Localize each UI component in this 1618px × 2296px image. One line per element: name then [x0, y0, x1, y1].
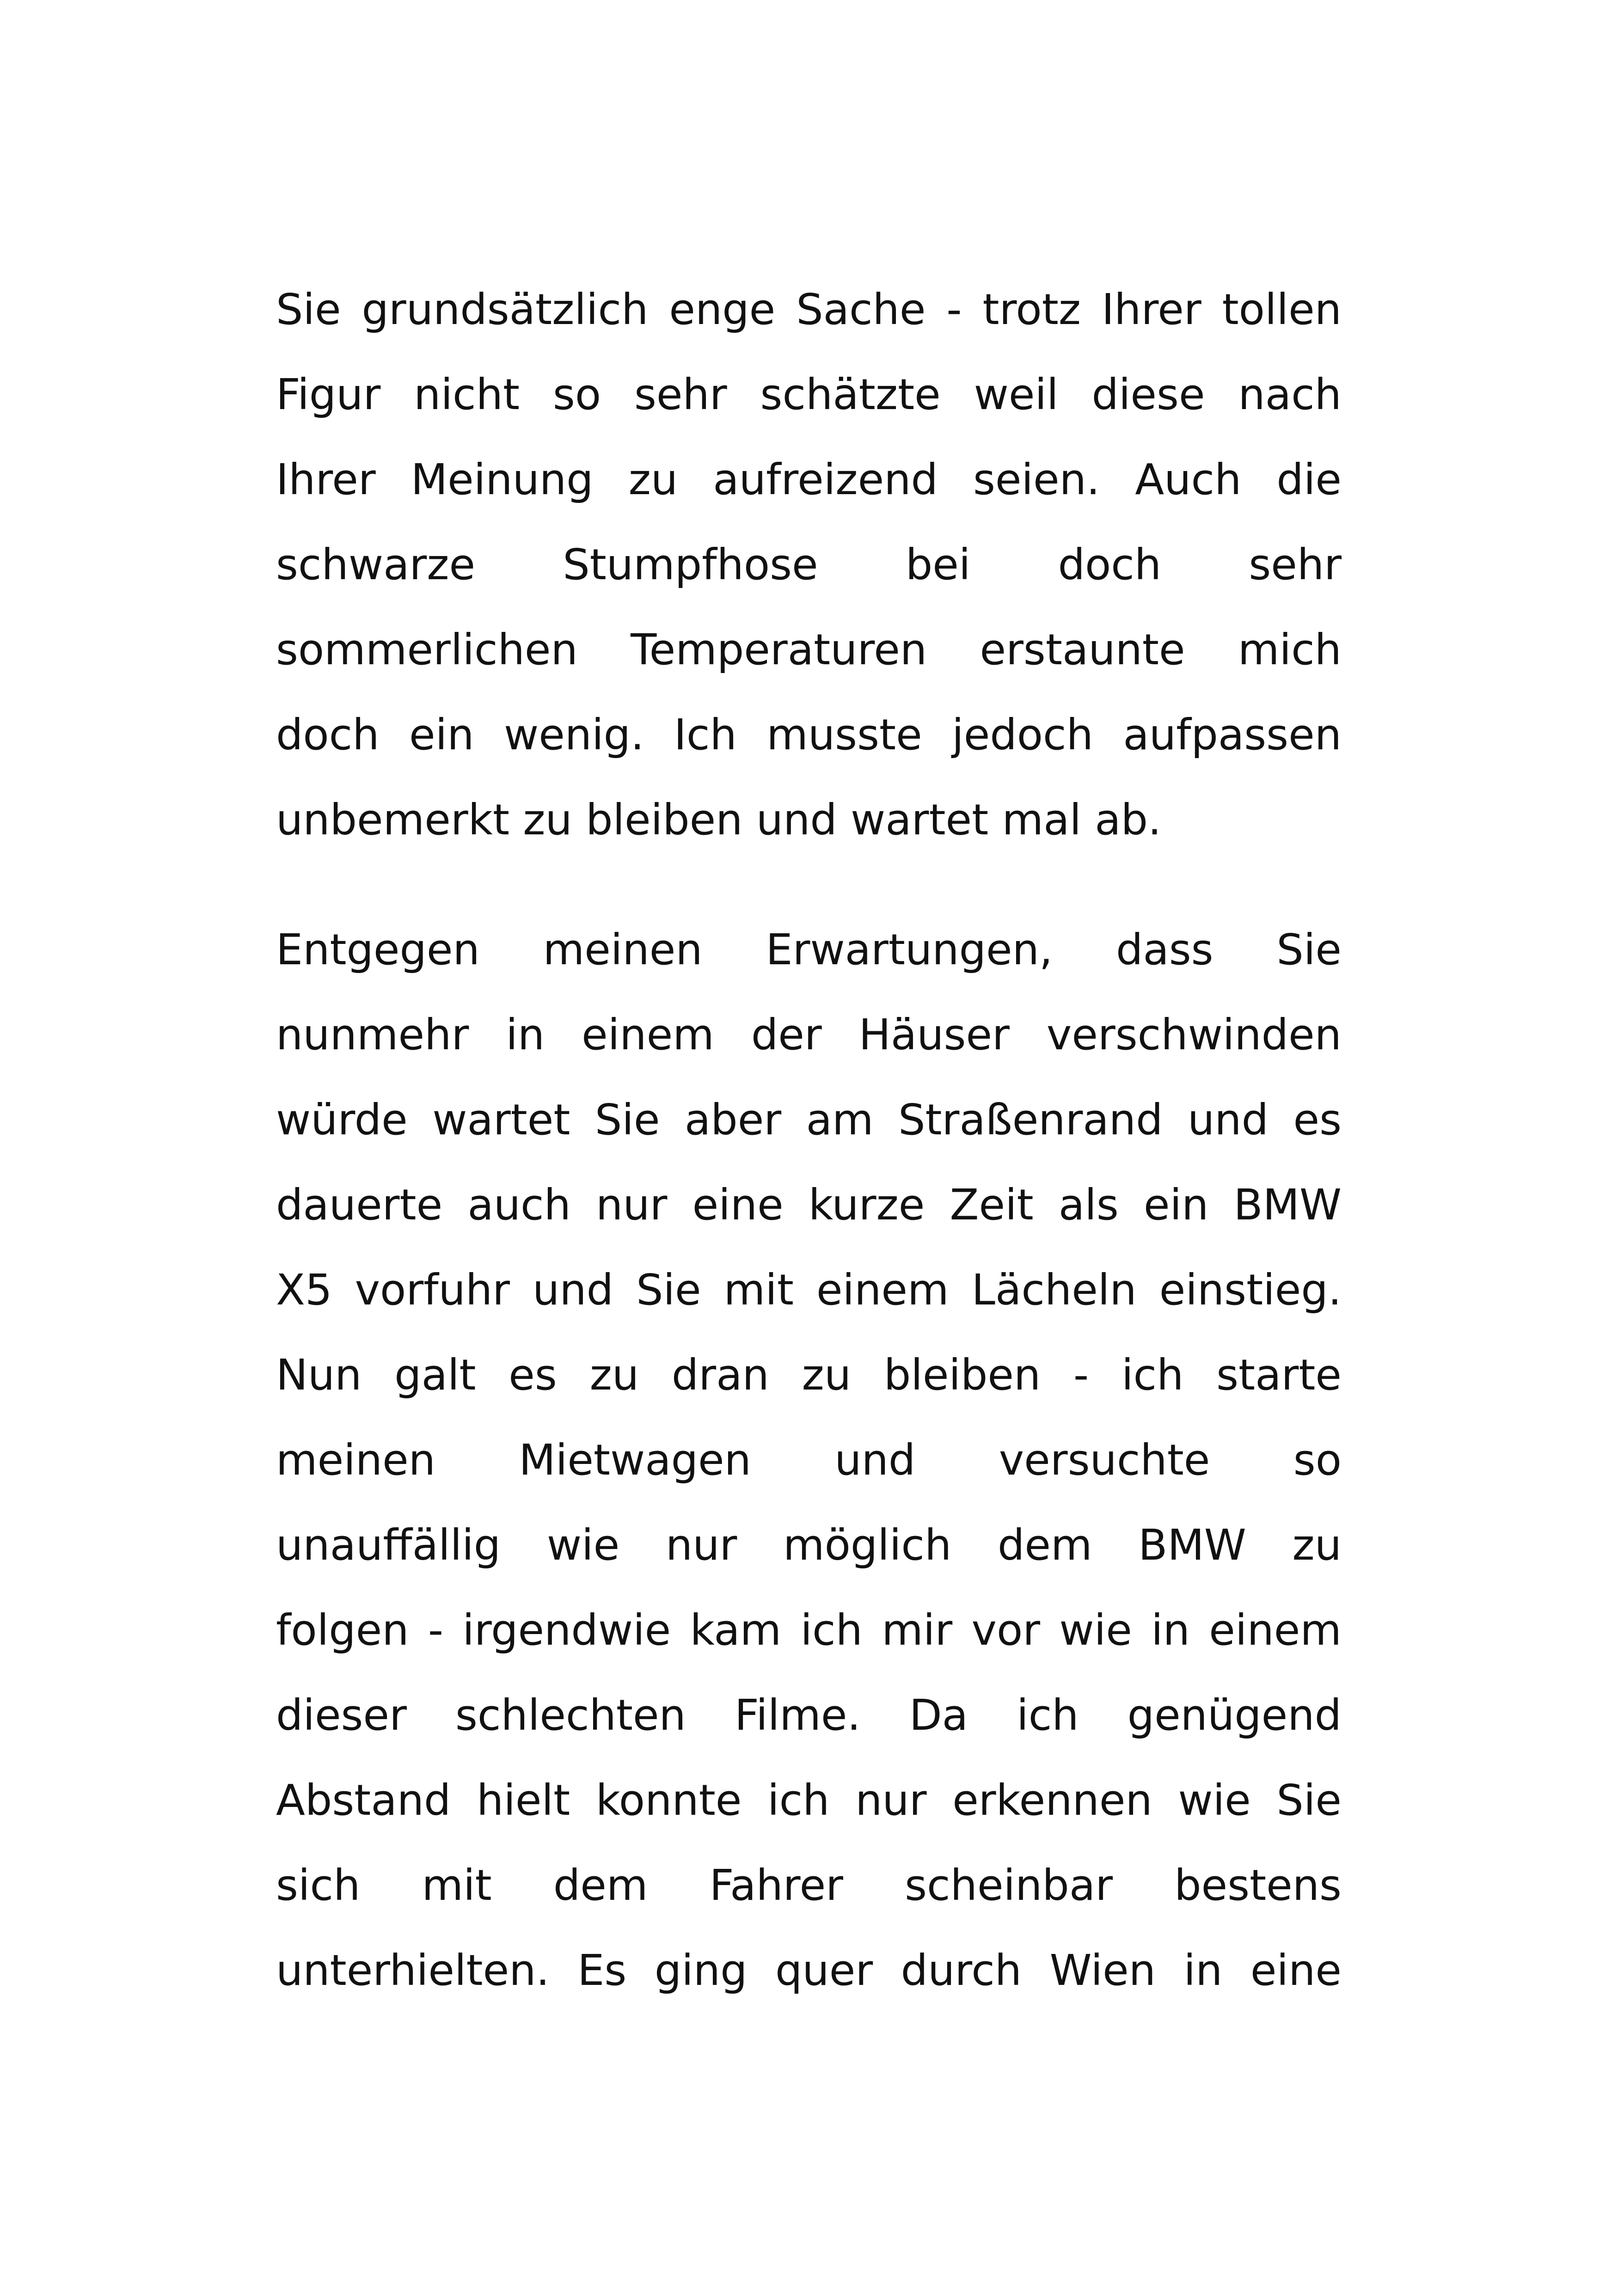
text-line: dieser schlechten Filme. Da ich genügend	[276, 1690, 1342, 1740]
text-line: sommerlichen Temperaturen erstaunte mich	[276, 625, 1342, 674]
paragraph-2	[276, 920, 1342, 2026]
text-line: Sie grundsätzlich enge Sache - trotz Ihrer tollen	[276, 285, 1342, 334]
text-line: folgen - irgendwie kam ich mir vor wie in einem	[276, 1605, 1342, 1655]
text-line: Entgegen meinen Erwartungen, dass Sie	[276, 925, 1342, 974]
text-line: unterhielten. Es ging quer durch Wien in eine	[276, 1946, 1342, 1995]
text-line: Abstand hielt konnte ich nur erkennen wie Sie	[276, 1776, 1342, 1825]
text-line: X5 vorfuhr und Sie mit einem Lächeln einstieg.	[276, 1265, 1342, 1315]
text-line: Figur nicht so sehr schätzte weil diese nach	[276, 370, 1342, 419]
text-line: würde wartet Sie aber am Straßenrand und es	[276, 1095, 1342, 1145]
text-line: meinen Mietwagen und versuchte so	[276, 1435, 1342, 1485]
text-line: nunmehr in einem der Häuser verschwinden	[276, 1010, 1342, 1059]
text-line: sich mit dem Fahrer scheinbar bestens	[276, 1861, 1342, 1910]
text-line: Ihrer Meinung zu aufreizend seien. Auch die	[276, 455, 1342, 504]
text-line: Nun galt es zu dran zu bleiben - ich starte	[276, 1350, 1342, 1400]
paragraph-1	[276, 280, 1342, 875]
text-line: dauerte auch nur eine kurze Zeit als ein BMW	[276, 1180, 1342, 1230]
text-line: unauffällig wie nur möglich dem BMW zu	[276, 1520, 1342, 1570]
text-line: unbemerkt zu bleiben und wartet mal ab.	[276, 795, 1162, 845]
text-line: schwarze Stumpfhose bei doch sehr	[276, 540, 1342, 589]
text-line: doch ein wenig. Ich musste jedoch aufpassen	[276, 710, 1342, 759]
